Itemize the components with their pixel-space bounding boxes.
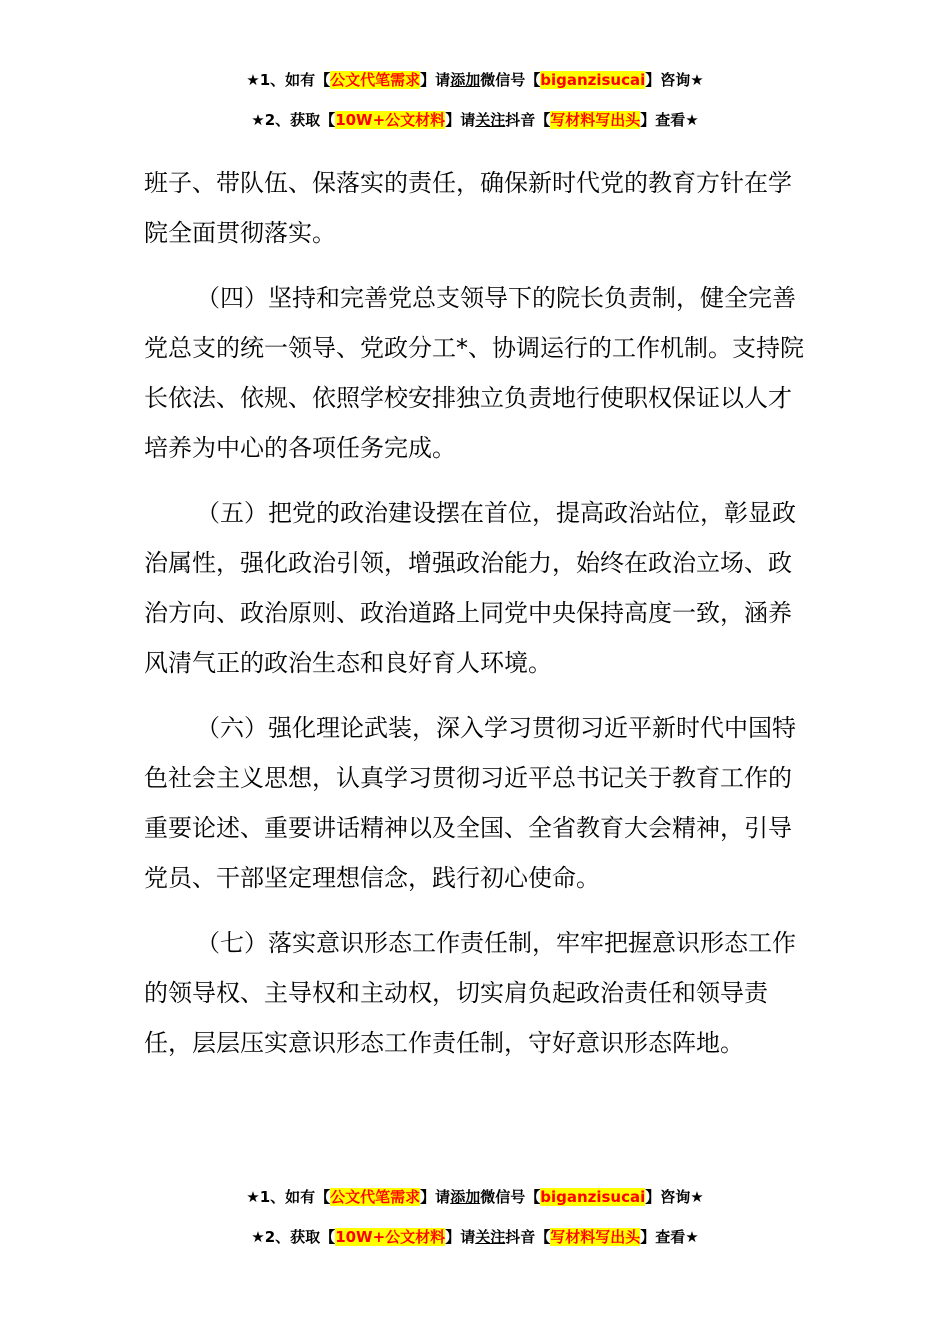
highlight-text: 写材料写出头 [550, 1228, 641, 1246]
banner-text: 抖音【 [505, 111, 551, 129]
paragraph-item-4: （四）坚持和完善党总支领导下的院长负责制，健全完善党总支的统一领导、党政分工*、协调运行的工作机制。支持院长依法、依规、依照学校安排独立负责地行使职权保证以人才培养为中心的各项任务完成。 [144, 284, 804, 462]
highlight-text: biganzisucai [540, 71, 646, 89]
banner-line-1 [0, 1177, 950, 1217]
banner-text: 】查看★ [640, 1228, 699, 1246]
banner-text: 】请 [445, 111, 476, 129]
banner-text: 抖音【 [505, 1228, 551, 1246]
highlight-text: 10W+公文材料 [335, 1228, 446, 1246]
paragraph-item-7: （七）落实意识形态工作责任制，牢牢把握意识形态工作的领导权、主导权和主动权，切实肩负起政治责任和领导责任，层层压实意识形态工作责任制，守好意识形态阵地。 [144, 929, 796, 1057]
underlined-text: 添加 [450, 1188, 481, 1206]
highlight-text: 10W+公文材料 [335, 111, 446, 129]
banner-text: 】查看★ [640, 111, 699, 129]
banner-text: 】请 [420, 71, 451, 89]
banner-line-1 [0, 60, 950, 100]
highlight-text: 写材料写出头 [550, 111, 641, 129]
paragraph-continuation: 班子、带队伍、保落实的责任，确保新时代党的教育方针在学院全面贯彻落实。 [144, 169, 792, 247]
banner-text: 】咨询★ [645, 71, 704, 89]
underlined-text: 添加 [450, 71, 481, 89]
underlined-text: 关注 [475, 1228, 506, 1246]
highlight-text: biganzisucai [540, 1188, 646, 1206]
paragraph-item-6: （六）强化理论武装，深入学习贯彻习近平新时代中国特色社会主义思想，认真学习贯彻习近平总书记关于教育工作的重要论述、重要讲话精神以及全国、全省教育大会精神，引导党员、干部坚定理想信念，践行初心使命。 [144, 714, 796, 892]
banner-text: 】请 [445, 1228, 476, 1246]
banner-text: ★2、获取【 [251, 111, 336, 129]
banner-line-2 [0, 1217, 950, 1257]
banner-text: ★1、如有【 [246, 1188, 331, 1206]
paragraph-item-5: （五）把党的政治建设摆在首位，提高政治站位，彰显政治属性，强化政治引领，增强政治能力，始终在政治立场、政治方向、政治原则、政治道路上同党中央保持高度一致，涵养风清气正的政治生态和良好育人环境。 [144, 499, 796, 677]
banner-text: ★1、如有【 [246, 71, 331, 89]
header-banner [0, 60, 950, 140]
banner-text: 微信号【 [480, 1188, 541, 1206]
underlined-text: 关注 [475, 111, 506, 129]
banner-text: ★2、获取【 [251, 1228, 336, 1246]
banner-text: 】咨询★ [645, 1188, 704, 1206]
banner-line-2 [0, 100, 950, 140]
highlight-text: 公文代笔需求 [330, 1188, 421, 1206]
highlight-text: 公文代笔需求 [330, 71, 421, 89]
document-body [144, 158, 814, 1083]
banner-text: 微信号【 [480, 71, 541, 89]
footer-banner [0, 1177, 950, 1257]
banner-text: 】请 [420, 1188, 451, 1206]
